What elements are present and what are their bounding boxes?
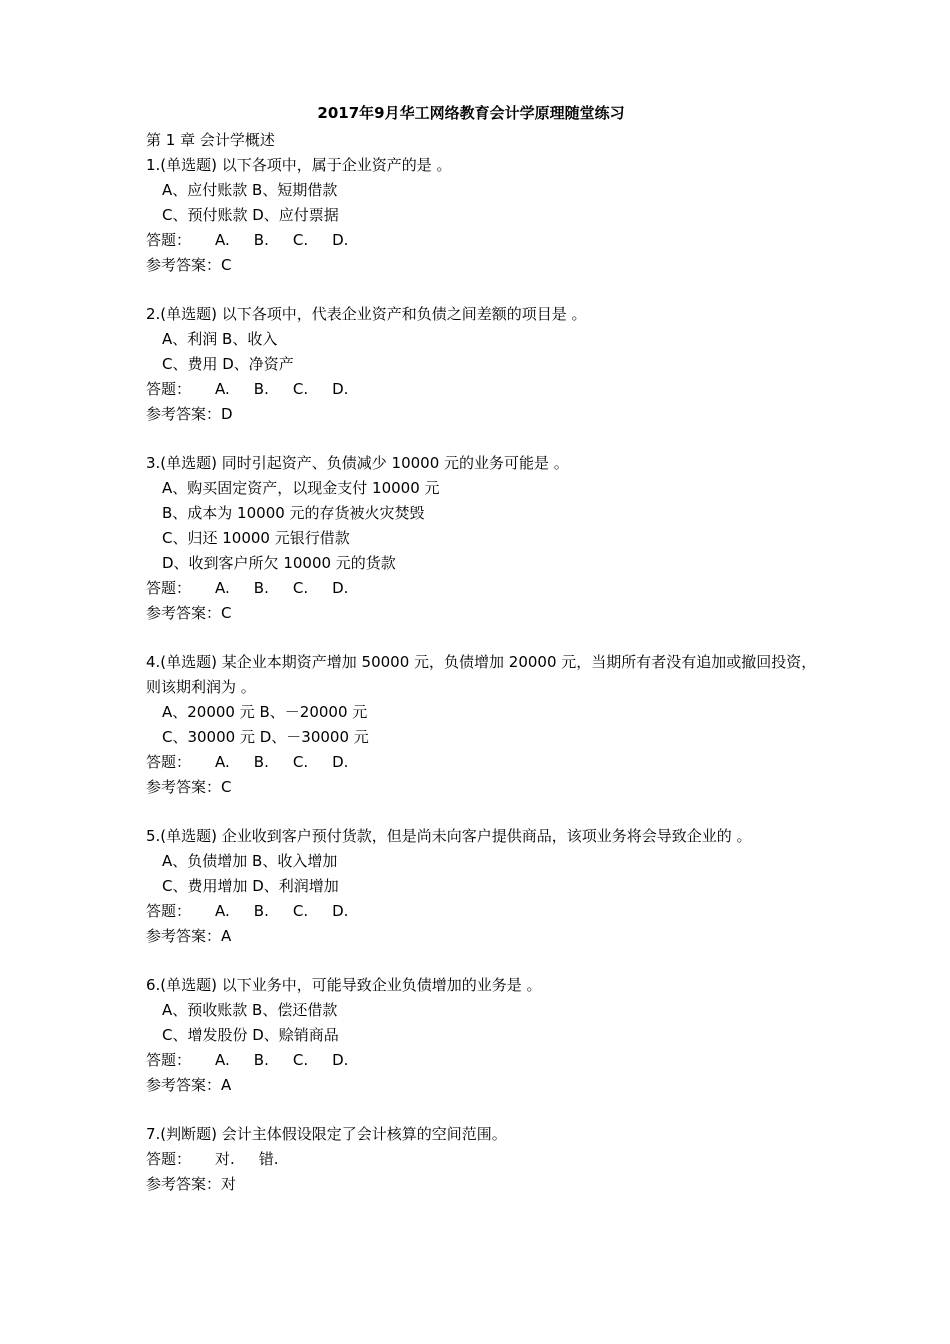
document-page (146, 98, 846, 1197)
question-stem: 1.(单选题) 以下各项中，属于企业资产的是 。 (146, 156, 452, 174)
question-block (146, 302, 846, 451)
reference-value: 对 (221, 1175, 237, 1193)
reference-answer (146, 1172, 846, 1197)
question-option: C、归还 10000 元银行借款 (162, 529, 350, 547)
question-option: C、预付账款 D、应付票据 (162, 206, 339, 224)
reference-value: C (221, 604, 232, 622)
document-title: 2017年9月华工网络教育会计学原理随堂练习 (317, 104, 625, 122)
answer-choice[interactable]: C. (292, 579, 309, 597)
answer-row (146, 228, 846, 253)
spacer (146, 278, 846, 302)
answer-label: 答题： (146, 231, 192, 249)
answer-choice[interactable]: C. (292, 380, 309, 398)
question-block (146, 1122, 846, 1197)
reference-answer (146, 601, 846, 626)
question-block (146, 451, 846, 650)
question-option: A、预收账款 B、偿还借款 (162, 1001, 338, 1019)
reference-value: C (221, 778, 232, 796)
question-block (146, 824, 846, 973)
question-option: C、费用 D、净资产 (162, 355, 294, 373)
reference-value: C (221, 256, 232, 274)
answer-choice[interactable]: B. (253, 579, 269, 597)
answer-choice[interactable]: A. (215, 231, 230, 249)
answer-choice[interactable]: B. (253, 1051, 269, 1069)
question-block (146, 650, 846, 824)
answer-choice[interactable]: A. (215, 1051, 230, 1069)
answer-choice[interactable]: A. (215, 579, 230, 597)
reference-label: 参考答案： (146, 256, 222, 274)
question-option: D、收到客户所欠 10000 元的货款 (162, 554, 396, 572)
reference-answer (146, 402, 846, 427)
reference-label: 参考答案： (146, 778, 222, 796)
answer-choice[interactable]: D. (332, 231, 349, 249)
answer-label: 答题： (146, 753, 192, 771)
answer-choice[interactable]: C. (292, 231, 309, 249)
answer-choice[interactable]: D. (332, 380, 349, 398)
answer-row (146, 377, 846, 402)
spacer (146, 1098, 846, 1122)
answer-choice[interactable]: D. (332, 902, 349, 920)
question-option: C、费用增加 D、利润增加 (162, 877, 339, 895)
answer-choice[interactable]: B. (253, 902, 269, 920)
spacer (146, 800, 846, 824)
reference-value: A (221, 1076, 232, 1094)
answer-choice[interactable]: A. (215, 902, 230, 920)
answer-choice[interactable]: A. (215, 753, 230, 771)
question-option: A、购买固定资产，以现金支付 10000 元 (162, 479, 440, 497)
question-option: A、应付账款 B、短期借款 (162, 181, 338, 199)
reference-value: D (221, 405, 233, 423)
answer-choice[interactable]: B. (253, 231, 269, 249)
answer-label: 答题： (146, 380, 192, 398)
question-stem: 7.(判断题) 会计主体假设限定了会计核算的空间范围。 (146, 1125, 507, 1143)
reference-answer (146, 1073, 846, 1098)
answer-label: 答题： (146, 1150, 192, 1168)
question-option: C、增发股份 D、赊销商品 (162, 1026, 339, 1044)
answer-row (146, 750, 846, 775)
spacer (146, 427, 846, 451)
reference-answer (146, 253, 846, 278)
answer-row (146, 899, 846, 924)
answer-label: 答题： (146, 1051, 192, 1069)
answer-choice[interactable]: B. (253, 380, 269, 398)
reference-label: 参考答案： (146, 927, 222, 945)
question-list (146, 153, 846, 1197)
answer-choice[interactable]: C. (292, 753, 309, 771)
question-stem: 6.(单选题) 以下业务中，可能导致企业负债增加的业务是 。 (146, 976, 542, 994)
question-option: A、负债增加 B、收入增加 (162, 852, 338, 870)
answer-choice[interactable]: 对. (215, 1150, 235, 1168)
chapter-heading: 第 1 章 会计学概述 (146, 131, 275, 149)
question-stem: 4.(单选题) 某企业本期资产增加 50000 元，负债增加 20000 元，当期所有者没有追加或撤回投资，则该期利润为 。 (146, 653, 817, 696)
reference-label: 参考答案： (146, 1076, 222, 1094)
reference-label: 参考答案： (146, 405, 222, 423)
answer-choice[interactable]: D. (332, 1051, 349, 1069)
answer-label: 答题： (146, 902, 192, 920)
question-stem: 3.(单选题) 同时引起资产、负债减少 10000 元的业务可能是 。 (146, 454, 569, 472)
reference-answer (146, 924, 846, 949)
question-stem: 2.(单选题) 以下各项中，代表企业资产和负债之间差额的项目是 。 (146, 305, 587, 323)
question-stem: 5.(单选题) 企业收到客户预付货款，但是尚未向客户提供商品，该项业务将会导致企业的 。 (146, 827, 752, 845)
answer-choice[interactable]: A. (215, 380, 230, 398)
answer-row (146, 1147, 846, 1172)
answer-row (146, 1048, 846, 1073)
reference-answer (146, 775, 846, 800)
answer-choice[interactable]: 错. (258, 1150, 279, 1168)
question-option: C、30000 元 D、－30000 元 (162, 728, 369, 746)
question-option: A、20000 元 B、－20000 元 (162, 703, 368, 721)
answer-choice[interactable]: B. (253, 753, 269, 771)
answer-choice[interactable]: C. (292, 1051, 309, 1069)
question-block (146, 153, 846, 302)
answer-choice[interactable]: D. (332, 753, 349, 771)
answer-row (146, 576, 846, 601)
reference-value: A (221, 927, 232, 945)
spacer (146, 949, 846, 973)
spacer (146, 626, 846, 650)
answer-choice[interactable]: D. (332, 579, 349, 597)
question-option: A、利润 B、收入 (162, 330, 278, 348)
reference-label: 参考答案： (146, 604, 222, 622)
question-option: B、成本为 10000 元的存货被火灾焚毁 (162, 504, 425, 522)
answer-label: 答题： (146, 579, 192, 597)
question-block (146, 973, 846, 1122)
answer-choice[interactable]: C. (292, 902, 309, 920)
reference-label: 参考答案： (146, 1175, 222, 1193)
